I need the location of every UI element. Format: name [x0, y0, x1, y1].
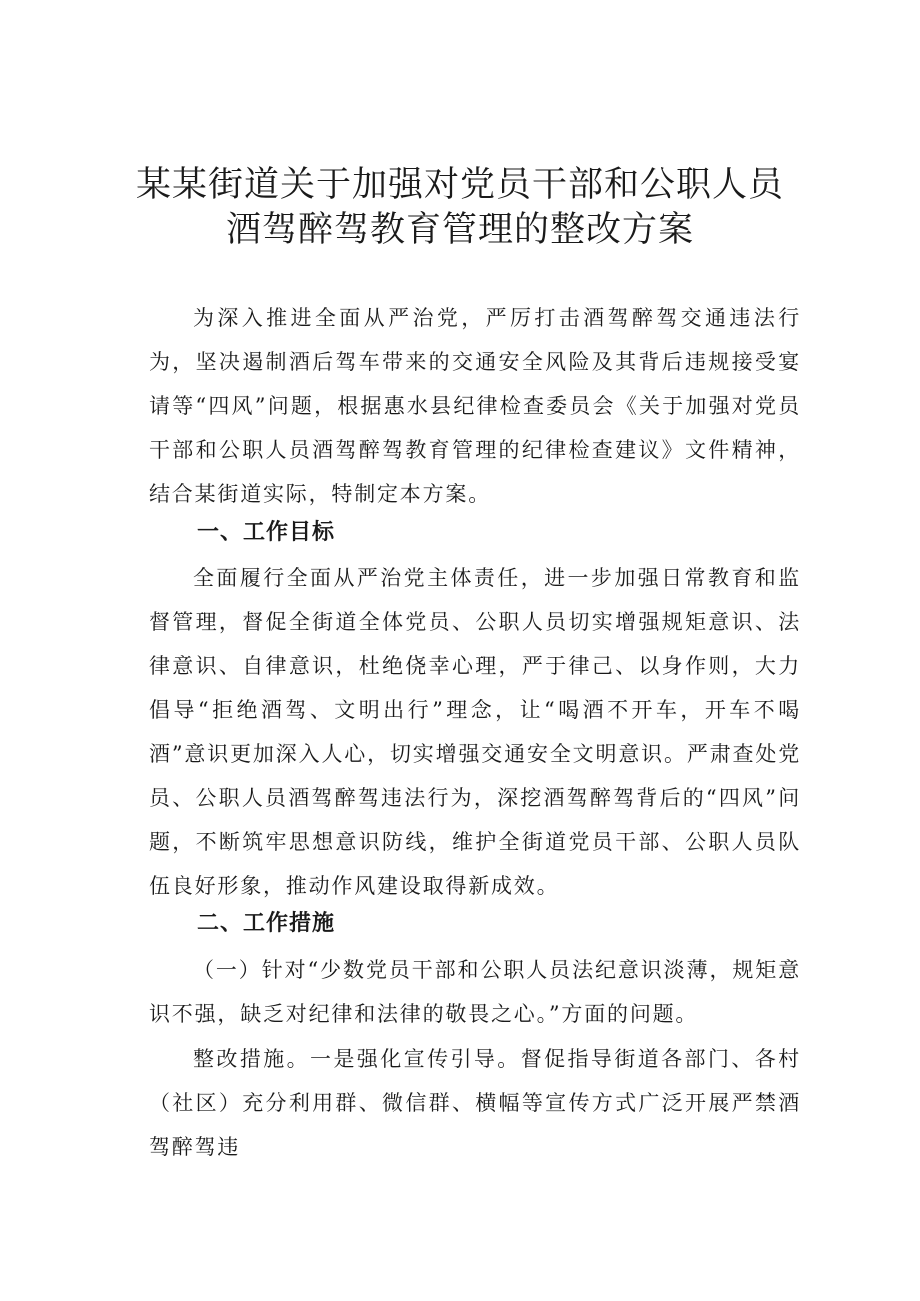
goals-paragraph: 全面履行全面从严治党主体责任，进一步加强日常教育和监督管理，督促全街道全体党员、公职人员切实增强规矩意识、法律意识、自律意识，杜绝侥幸心理，严于律己、以身作则，大力倡导“拒绝酒驾、文明出行”理念，让“喝酒不开车，开车不喝酒”意识更加深入人心，切实增强交通安全文明意识。严肃查处党员、公职人员酒驾醉驾违法行为，深挖酒驾醉驾背后的“四风”问题，不断筑牢思想意识防线，维护全街道党员干部、公职人员队伍良好形象，推动作风建设取得新成效。 — [149, 566, 801, 898]
measures-paragraph: 整改措施。一是强化宣传引导。督促指导街道各部门、各村（社区）充分利用群、微信群、横幅等宣传方式广泛开展严禁酒驾醉驾违 — [149, 1047, 801, 1159]
document-title-line2: 酒驾醉驾教育管理的整改方案 — [225, 210, 694, 250]
subsection-paragraph: （一）针对“少数党员干部和公职人员法纪意识淡薄，规矩意识不强，缺乏对纪律和法律的敬畏之心。”方面的问题。 — [149, 958, 801, 1026]
section-heading-goals: 一、工作目标 — [197, 520, 336, 545]
intro-paragraph: 为深入推进全面从严治党，严厉打击酒驾醉驾交通违法行为，坚决遏制酒后驾车带来的交通安全风险及其背后违规接受宴请等“四风”问题，根据惠水县纪律检查委员会《关于加强对党员干部和公职人员酒驾醉驾教育管理的纪律检查建议》文件精神，结合某街道实际，特制定本方案。 — [149, 306, 801, 506]
document-title-line1: 某某街道关于加强对党员干部和公职人员 — [135, 165, 784, 205]
section-heading-measures: 二、工作措施 — [197, 911, 336, 936]
